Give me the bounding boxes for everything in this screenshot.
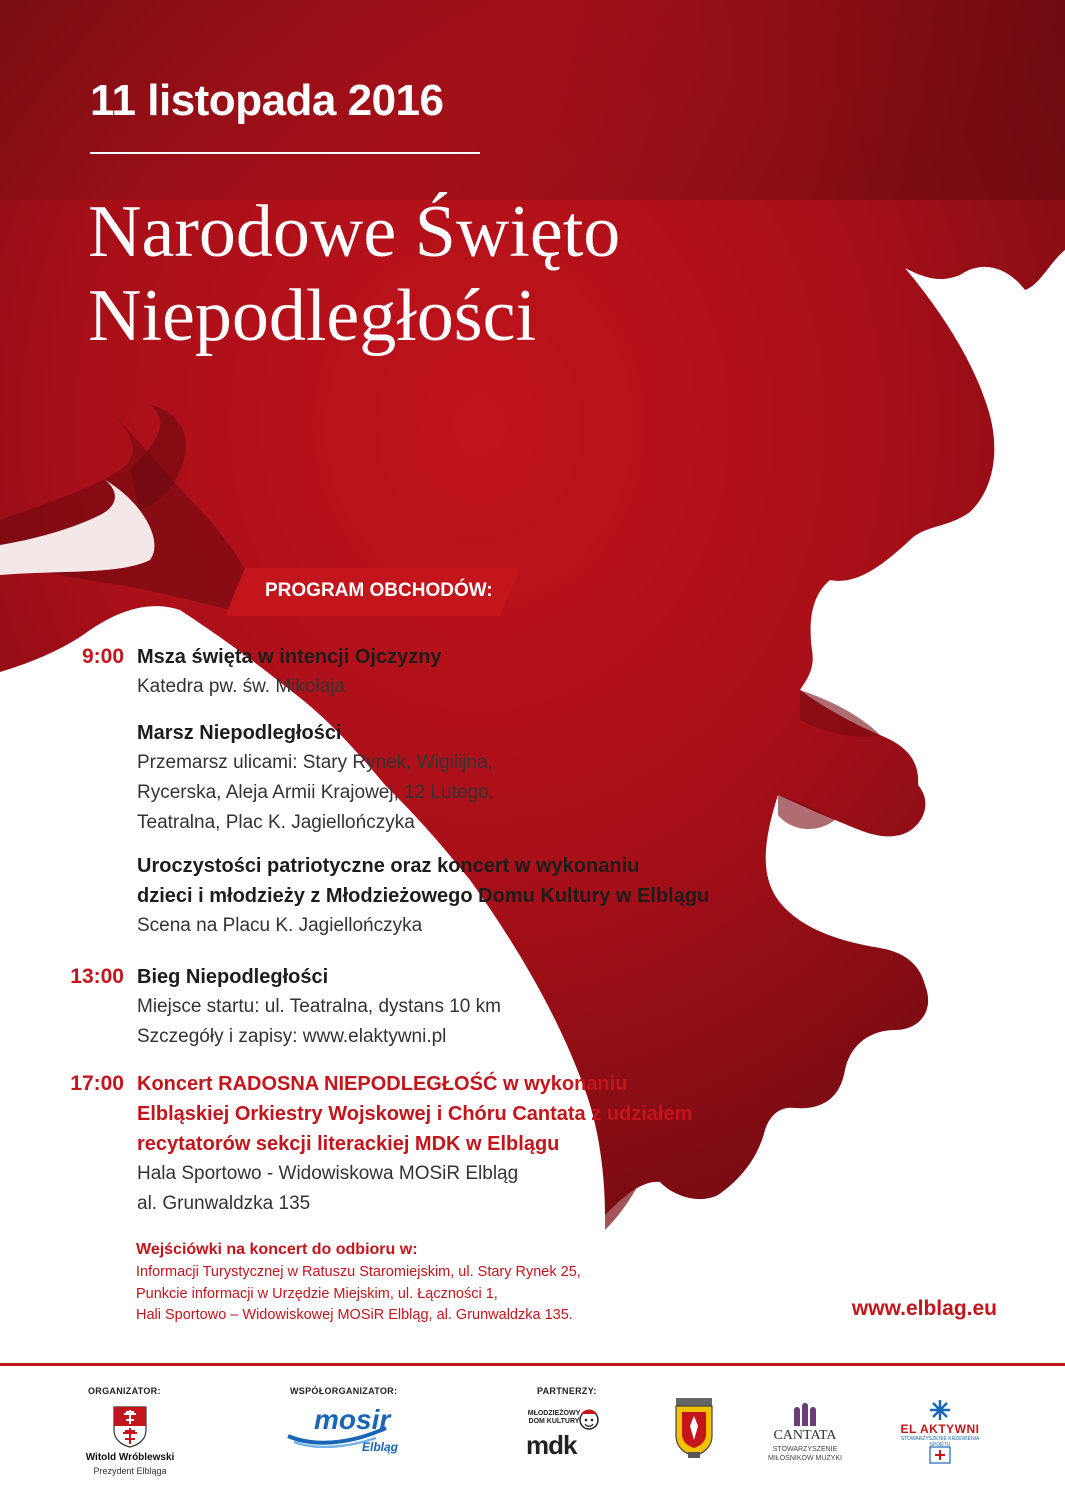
elaktywni-logo-subtext: STOWARZYSZENIE KRZEWIENIA SPORTU (900, 1436, 980, 1448)
organizer-name: Witold Wróblewski (85, 1452, 175, 1463)
event-title: Elbląskiej Orkiestry Wojskowej i Chóru Cantata z udziałem (137, 1103, 693, 1125)
elaktywni-logo-text: EL AKTYWNI (900, 1422, 980, 1436)
event-detail: Miejsce startu: ul. Teatralna, dystans 10 km (137, 996, 501, 1017)
cantata-logo-subtext: STOWARZYSZENIE MIŁOŚNIKÓW MUZYKI (768, 1446, 842, 1462)
event-detail: Scena na Placu K. Jagiellończyka (137, 915, 423, 936)
tickets-heading: Wejściówki na koncert do odbioru w: (136, 1241, 418, 1258)
organizer-role: Prezydent Elbląga (93, 1466, 167, 1476)
partners-label: PARTNERZY: (537, 1386, 597, 1396)
mdk-logo-big-text: mdk (526, 1430, 577, 1460)
event-title: recytatorów sekcji literackiej MDK w Elblągu (137, 1133, 560, 1155)
elaktywni-cross-icon (925, 1398, 955, 1422)
event-detail: Szczegóły i zapisy: www.elaktywni.pl (137, 1026, 447, 1047)
mdk-logo-small-text: MŁODZIEŻOWY DOM KULTURY (527, 1410, 581, 1425)
elblag-coat-of-arms-icon (113, 1406, 147, 1448)
event-title: dzieci i młodzieży z Młodzieżowego Domu Kultury w Elblągu (137, 885, 710, 907)
page-title (88, 190, 620, 358)
event-title: Uroczystości patriotyczne oraz koncert w wykonaniu (137, 855, 640, 877)
coorganizer-label: WSPÓŁORGANIZATOR: (290, 1386, 398, 1396)
footer-divider (0, 1363, 1065, 1366)
event-time: 13:00 (70, 965, 124, 988)
mosir-logo-subtext: Elbląg (362, 1440, 399, 1454)
program-label: PROGRAM OBCHODÓW: (265, 580, 493, 601)
event-title: Bieg Niepodległości (137, 966, 329, 988)
event-detail: al. Grunwaldzka 135 (137, 1193, 311, 1214)
tickets-location: Informacji Turystycznej w Ratuszu Staromiejskim, ul. Stary Rynek 25, (136, 1264, 581, 1280)
tickets-location: Hali Sportowo – Widowiskowej MOSiR Elbląg, al. Grunwaldzka 135. (136, 1307, 573, 1323)
event-detail: Hala Sportowo - Widowiskowa MOSiR Elbląg (137, 1163, 519, 1184)
website-link[interactable]: www.elblag.eu (851, 1297, 997, 1320)
tickets-location: Punkcie informacji w Urzędzie Miejskim, ul. Łączności 1, (136, 1285, 498, 1302)
event-detail: Rycerska, Aleja Armii Krajowej, 12 Lutego, (137, 782, 494, 803)
title-line-2: Niepodległości (88, 275, 537, 357)
cantata-figures-icon (790, 1400, 820, 1426)
military-orchestra-emblem-icon (672, 1396, 716, 1460)
cantata-logo-text: CANTATA (773, 1428, 837, 1443)
tickets-info (136, 1238, 581, 1327)
event-time: 17:00 (70, 1072, 124, 1095)
title-line-1: Narodowe Święto (88, 191, 621, 273)
program-banner (225, 568, 520, 616)
event-title: Koncert RADOSNA NIEPODLEGŁOŚĆ w wykonaniu (137, 1073, 628, 1095)
event-title: Msza święta w intencji Ojczyzny (137, 646, 442, 668)
organizer-label: ORGANIZATOR: (88, 1386, 161, 1396)
mdk-figure-icon (575, 1406, 603, 1436)
mosir-logo-text: mosir (314, 1404, 391, 1435)
date-underline (90, 152, 480, 154)
event-time: 9:00 (81, 645, 124, 668)
event-detail: Przemarsz ulicami: Stary Rynek, Wigilijna, (137, 752, 493, 773)
event-date: 11 listopada 2016 (90, 76, 444, 125)
event-title: Marsz Niepodległości (137, 722, 342, 744)
elaktywni-small-cross-icon (925, 1446, 955, 1464)
event-detail: Teatralna, Plac K. Jagiellończyka (137, 812, 415, 833)
event-detail: Katedra pw. św. Mikołaja (137, 676, 346, 697)
